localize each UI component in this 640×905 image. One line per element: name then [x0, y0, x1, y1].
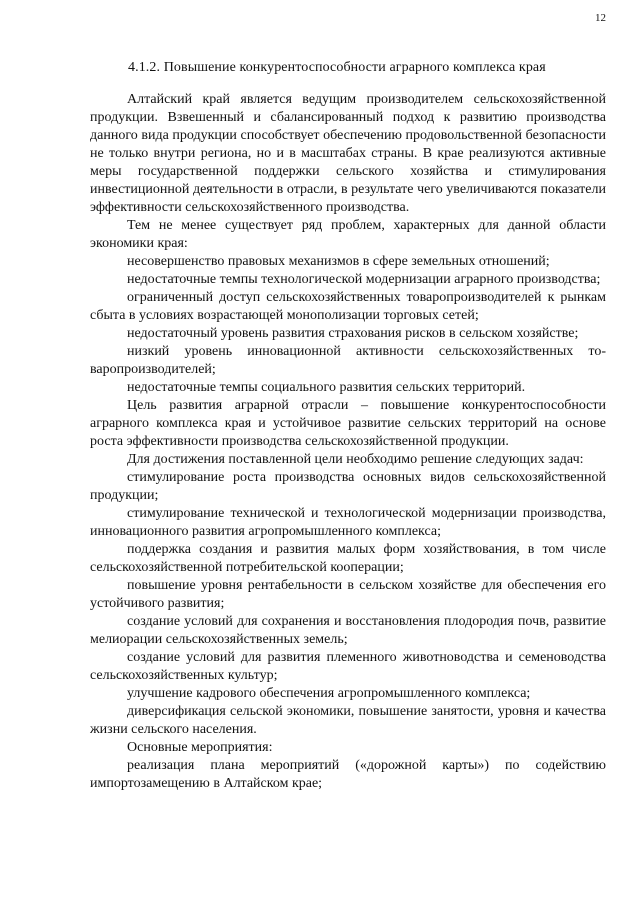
problem-item: ограниченный доступ сельскохозяйственных товаропроизводителей к рынкам сбыта в условиях возрастающей монополизации торговых сетей; — [90, 290, 606, 323]
task-item: диверсификация сельской экономики, повышение занятости, уровня и качества жизни сельского населения. — [90, 704, 606, 737]
problem-item: низкий уровень инновационной активности сельскохозяйственных товаропроизводителей; — [90, 344, 606, 377]
goal-paragraph: Цель развития аграрной отрасли – повышение конкурентоспособности аграрного комплекса края и устойчивое развитие сельских территорий на основе роста эффективности производства сельскохозяйственной продукции. — [90, 398, 606, 449]
problems-intro-paragraph: Тем не менее существует ряд проблем, характерных для данной области экономики края: — [90, 218, 606, 251]
section-title: 4.1.2. Повышение конкурентоспособности аграрного комплекса края — [128, 60, 546, 75]
task-item: создание условий для развития племенного животноводства и семеноводства сельскохозяйственных культур; — [90, 650, 606, 683]
document-body — [90, 91, 606, 793]
task-item: повышение уровня рентабельности в сельском хозяйстве для обеспечения его устойчивого развития; — [90, 578, 606, 611]
problem-item: недостаточные темпы технологической модернизации аграрного производства; — [127, 272, 601, 287]
problem-item: несовершенство правовых механизмов в сфере земельных отношений; — [127, 254, 550, 269]
task-item: стимулирование роста производства основных видов сельскохозяйственной продукции; — [90, 470, 606, 503]
task-item: улучшение кадрового обеспечения агропромышленного комплекса; — [127, 686, 531, 701]
problem-item: недостаточный уровень развития страхования рисков в сельском хозяйстве; — [127, 326, 579, 341]
intro-paragraph: Алтайский край является ведущим производителем сельскохозяйственной продукции. Взвешенный и сбалансированный подход к развитию производства данного вида продукции способствует обеспечению продовольственной безопасности не только внутри региона, но и в масштабах страны. В крае реализуются активные меры государственной поддержки сельского хозяйства и стимулирования инвестиционной деятельности в отрасли, в результате чего увеличиваются показатели эффективности сельскохозяйственного производства. — [90, 92, 606, 215]
task-item: поддержка создания и развития малых форм хозяйствования, в том числе сельскохозяйственной потребительской кооперации; — [90, 542, 606, 575]
measures-heading: Основные мероприятия: — [127, 740, 273, 755]
task-item: создание условий для сохранения и восстановления плодородия почв, развитие мелиорации сельскохозяйственных земель; — [90, 614, 606, 647]
page-number: 12 — [595, 12, 606, 24]
tasks-intro-paragraph: Для достижения поставленной цели необходимо решение следующих задач: — [127, 452, 584, 467]
task-item: стимулирование технической и технологической модернизации производства, инновационного развития агропромышленного комплекса; — [90, 506, 606, 539]
problem-item: недостаточные темпы социального развития сельских территорий. — [127, 380, 526, 395]
measure-item: реализация плана мероприятий («дорожной карты») по содействию импортозамещению в Алтайском крае; — [90, 758, 606, 791]
